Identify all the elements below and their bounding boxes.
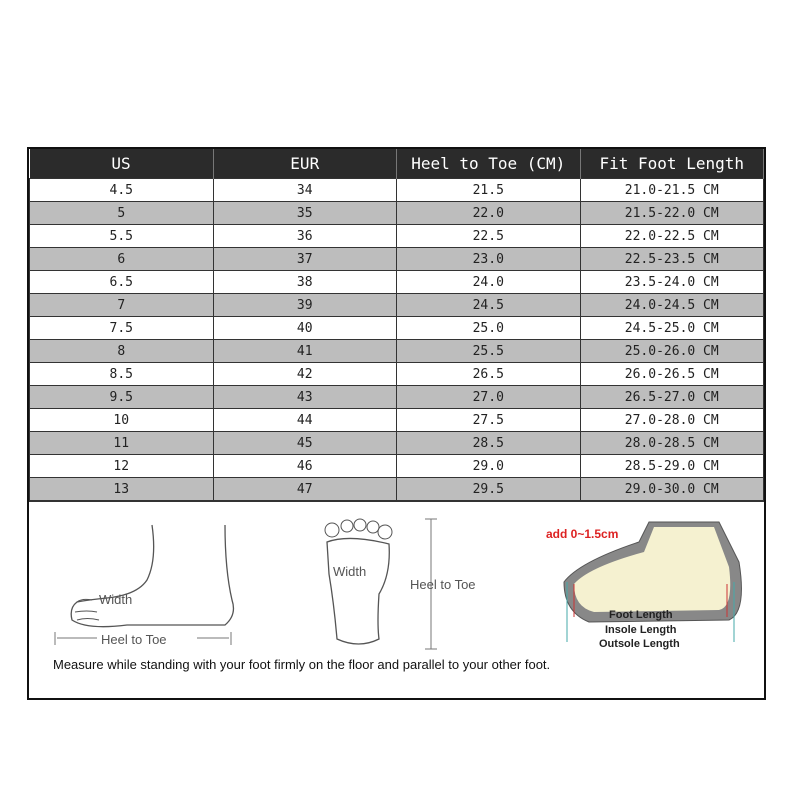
table-row bbox=[30, 225, 764, 248]
measure-note: Measure while standing with your foot firmly on the floor and parallel to your other foot. bbox=[53, 657, 551, 672]
table-cell: 41 bbox=[213, 340, 397, 363]
foot-length-label: Foot Length bbox=[609, 609, 673, 621]
size-chart bbox=[27, 147, 766, 700]
outsole-length-label: Outsole Length bbox=[599, 638, 680, 650]
table-cell: 21.5-22.0 CM bbox=[580, 202, 764, 225]
table-row bbox=[30, 432, 764, 455]
column-header: US bbox=[30, 149, 214, 179]
heel-to-toe-label: Heel to Toe bbox=[101, 632, 167, 647]
table-cell: 7 bbox=[30, 294, 214, 317]
table-row bbox=[30, 478, 764, 501]
table-row bbox=[30, 248, 764, 271]
table-cell: 26.5-27.0 CM bbox=[580, 386, 764, 409]
table-cell: 21.0-21.5 CM bbox=[580, 179, 764, 202]
table-cell: 8 bbox=[30, 340, 214, 363]
table-cell: 23.0 bbox=[397, 248, 581, 271]
table-cell: 44 bbox=[213, 409, 397, 432]
table-cell: 40 bbox=[213, 317, 397, 340]
table-cell: 28.5 bbox=[397, 432, 581, 455]
table-cell: 11 bbox=[30, 432, 214, 455]
insole-length-label: Insole Length bbox=[605, 624, 677, 636]
table-row bbox=[30, 363, 764, 386]
table-row bbox=[30, 179, 764, 202]
table-cell: 38 bbox=[213, 271, 397, 294]
table-cell: 22.5-23.5 CM bbox=[580, 248, 764, 271]
table-cell: 5.5 bbox=[30, 225, 214, 248]
table-cell: 43 bbox=[213, 386, 397, 409]
column-header: EUR bbox=[213, 149, 397, 179]
table-cell: 24.5-25.0 CM bbox=[580, 317, 764, 340]
table-cell: 22.5 bbox=[397, 225, 581, 248]
table-cell: 12 bbox=[30, 455, 214, 478]
sole-width-label: Width bbox=[333, 564, 367, 579]
size-table bbox=[29, 149, 764, 501]
table-cell: 26.5 bbox=[397, 363, 581, 386]
table-cell: 28.5-29.0 CM bbox=[580, 455, 764, 478]
table-cell: 13 bbox=[30, 478, 214, 501]
table-cell: 6.5 bbox=[30, 271, 214, 294]
foot-side-illustration bbox=[47, 520, 247, 650]
table-cell: 25.0 bbox=[397, 317, 581, 340]
table-cell: 4.5 bbox=[30, 179, 214, 202]
table-cell: 6 bbox=[30, 248, 214, 271]
table-row bbox=[30, 409, 764, 432]
table-cell: 21.5 bbox=[397, 179, 581, 202]
sole-heel-to-toe-label: Heel to Toe bbox=[410, 577, 476, 592]
table-cell: 24.0 bbox=[397, 271, 581, 294]
table-row bbox=[30, 455, 764, 478]
table-cell: 39 bbox=[213, 294, 397, 317]
table-cell: 42 bbox=[213, 363, 397, 386]
add-allowance-label: add 0~1.5cm bbox=[546, 527, 619, 541]
table-cell: 46 bbox=[213, 455, 397, 478]
table-cell: 9.5 bbox=[30, 386, 214, 409]
table-cell: 24.0-24.5 CM bbox=[580, 294, 764, 317]
table-cell: 28.0-28.5 CM bbox=[580, 432, 764, 455]
table-cell: 26.0-26.5 CM bbox=[580, 363, 764, 386]
width-label: Width bbox=[99, 592, 133, 607]
table-cell: 29.0-30.0 CM bbox=[580, 478, 764, 501]
column-header: Fit Foot Length bbox=[580, 149, 764, 179]
table-cell: 22.0-22.5 CM bbox=[580, 225, 764, 248]
table-cell: 37 bbox=[213, 248, 397, 271]
table-cell: 7.5 bbox=[30, 317, 214, 340]
table-cell: 5 bbox=[30, 202, 214, 225]
table-row bbox=[30, 271, 764, 294]
table-cell: 23.5-24.0 CM bbox=[580, 271, 764, 294]
table-cell: 8.5 bbox=[30, 363, 214, 386]
table-cell: 24.5 bbox=[397, 294, 581, 317]
table-cell: 27.5 bbox=[397, 409, 581, 432]
table-cell: 45 bbox=[213, 432, 397, 455]
table-row bbox=[30, 340, 764, 363]
table-row bbox=[30, 202, 764, 225]
table-cell: 25.5 bbox=[397, 340, 581, 363]
table-cell: 27.0-28.0 CM bbox=[580, 409, 764, 432]
table-cell: 10 bbox=[30, 409, 214, 432]
table-row bbox=[30, 386, 764, 409]
table-cell: 27.0 bbox=[397, 386, 581, 409]
table-cell: 29.5 bbox=[397, 478, 581, 501]
table-cell: 34 bbox=[213, 179, 397, 202]
table-cell: 22.0 bbox=[397, 202, 581, 225]
table-cell: 25.0-26.0 CM bbox=[580, 340, 764, 363]
table-cell: 29.0 bbox=[397, 455, 581, 478]
table-cell: 36 bbox=[213, 225, 397, 248]
table-row bbox=[30, 317, 764, 340]
table-cell: 47 bbox=[213, 478, 397, 501]
table-cell: 35 bbox=[213, 202, 397, 225]
table-row bbox=[30, 294, 764, 317]
column-header: Heel to Toe (CM) bbox=[397, 149, 581, 179]
table-header bbox=[30, 149, 764, 179]
measure-guide bbox=[29, 501, 764, 698]
